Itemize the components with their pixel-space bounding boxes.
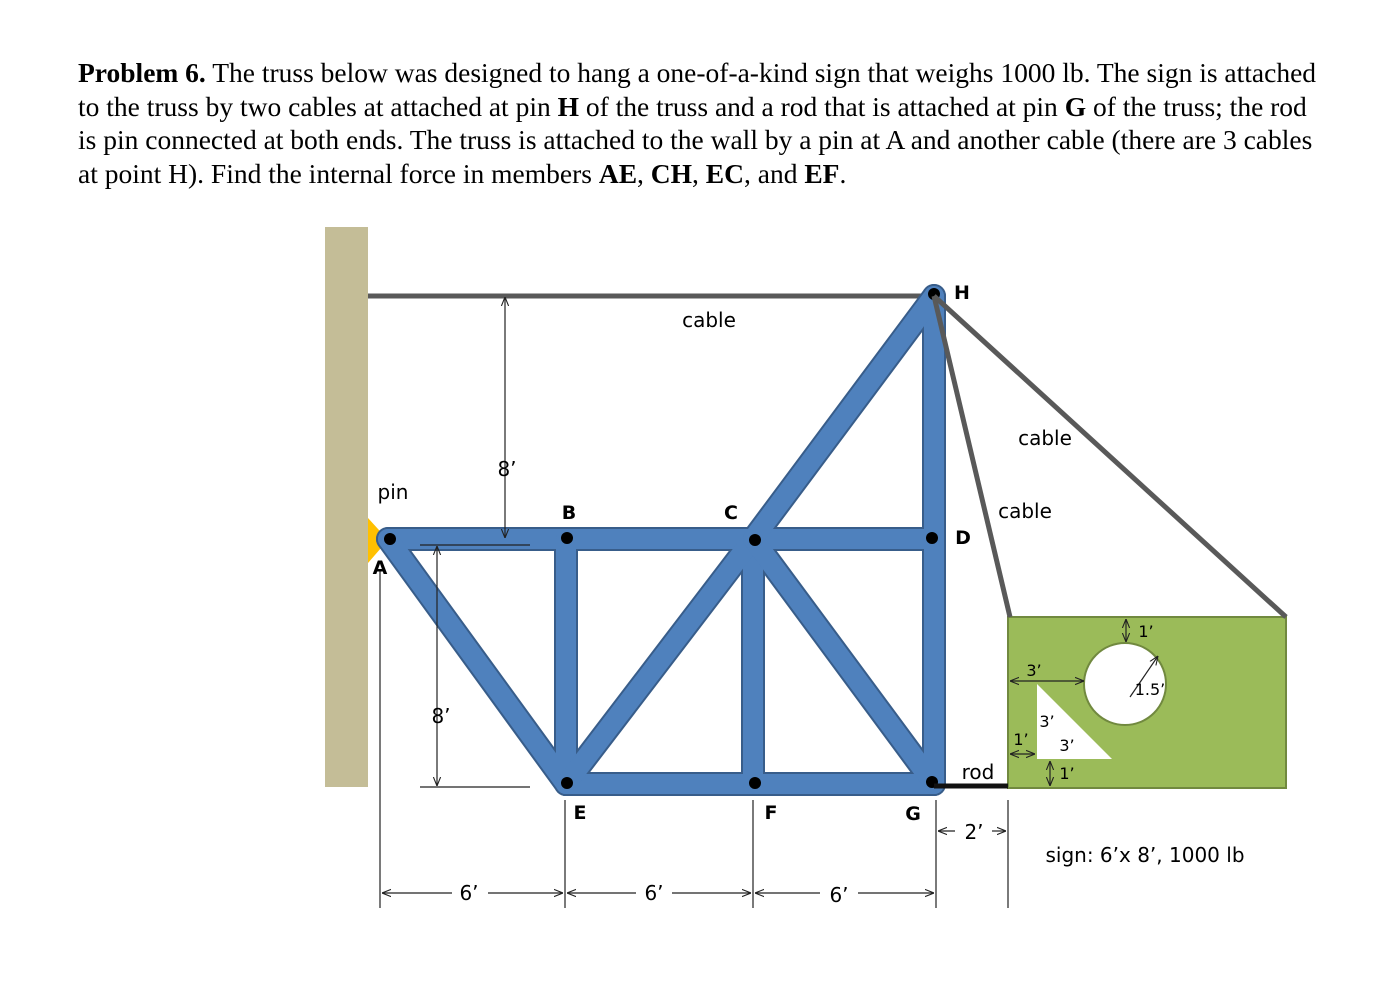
sep-2: ,: [692, 157, 706, 189]
joint-e-dot: [561, 777, 573, 789]
member-ae: [388, 539, 566, 784]
dim-tri-bottom: 1’: [1059, 764, 1075, 783]
joint-d-label: D: [955, 527, 971, 549]
joint-b-label: B: [561, 502, 577, 524]
dim-tri-height: 3’: [1039, 712, 1055, 731]
joint-c-dot: [749, 534, 761, 546]
joint-f-label: F: [764, 802, 778, 824]
dim-tri-offset-x: 3’: [1026, 661, 1042, 680]
sep-1: ,: [637, 157, 651, 189]
label-rod: rod: [961, 760, 995, 784]
label-cable-mid: cable: [998, 499, 1052, 523]
label-pin: pin: [377, 480, 409, 504]
truss-members: [388, 296, 934, 784]
pin-h-ref: H: [557, 90, 579, 122]
member-ch-ref: CH: [650, 157, 693, 189]
dim-ef-width: 6’: [644, 881, 664, 905]
dim-tri-left: 1’: [1013, 730, 1029, 749]
dim-cable-height: 8’: [497, 457, 517, 481]
joint-b-dot: [561, 532, 573, 544]
sep-3: , and: [744, 157, 805, 189]
dim-hole-radius: 1.5’: [1134, 680, 1166, 699]
joint-h-label: H: [954, 282, 970, 304]
problem-text-2: of the truss and a rod that is attached at pin: [578, 90, 1065, 122]
problem-text-3: of the truss; the rod is pin connected at both ends. The truss is attached to the wall by a pin at A and another cable (there are 3 cables at point H). Find the internal force in members: [78, 90, 1313, 189]
member-ec: [566, 539, 753, 784]
problem-text-1: The truss below was designed to hang a one-of-a-kind sign that weighs 1000 lb. The sign is attached to the truss by two cables at attached at pin: [78, 57, 1317, 122]
problem-label: Problem 6.: [78, 57, 206, 88]
dim-truss-height: 8’: [431, 704, 451, 728]
member-ef-ref: EF: [804, 157, 840, 189]
member-cg: [753, 539, 934, 784]
wall: [325, 227, 368, 787]
member-ec-ref: EC: [705, 157, 744, 189]
dim-rod-length: 2’: [964, 820, 984, 844]
member-ch: [753, 296, 934, 539]
dim-tri-width: 3’: [1059, 736, 1075, 755]
problem-end: .: [839, 157, 847, 189]
joint-c-label: C: [724, 502, 738, 524]
member-ae-ref: AE: [598, 157, 638, 189]
dim-ae-width: 6’: [459, 881, 479, 905]
dim-hole-top: 1’: [1138, 622, 1154, 641]
label-cable-right: cable: [1018, 426, 1072, 450]
pin-g-ref: G: [1064, 90, 1087, 122]
cable-h-sign-right: [934, 296, 1286, 617]
joint-a-dot: [384, 533, 396, 545]
dim-fg-width: 6’: [829, 883, 849, 907]
joint-a-label: A: [372, 557, 388, 579]
label-cable-top: cable: [682, 308, 736, 332]
sign-caption: sign: 6’x 8’, 1000 lb: [1045, 843, 1245, 867]
joint-g-label: G: [905, 803, 921, 825]
joint-d-dot: [926, 532, 938, 544]
joint-e-label: E: [573, 802, 587, 824]
joint-f-dot: [749, 777, 761, 789]
